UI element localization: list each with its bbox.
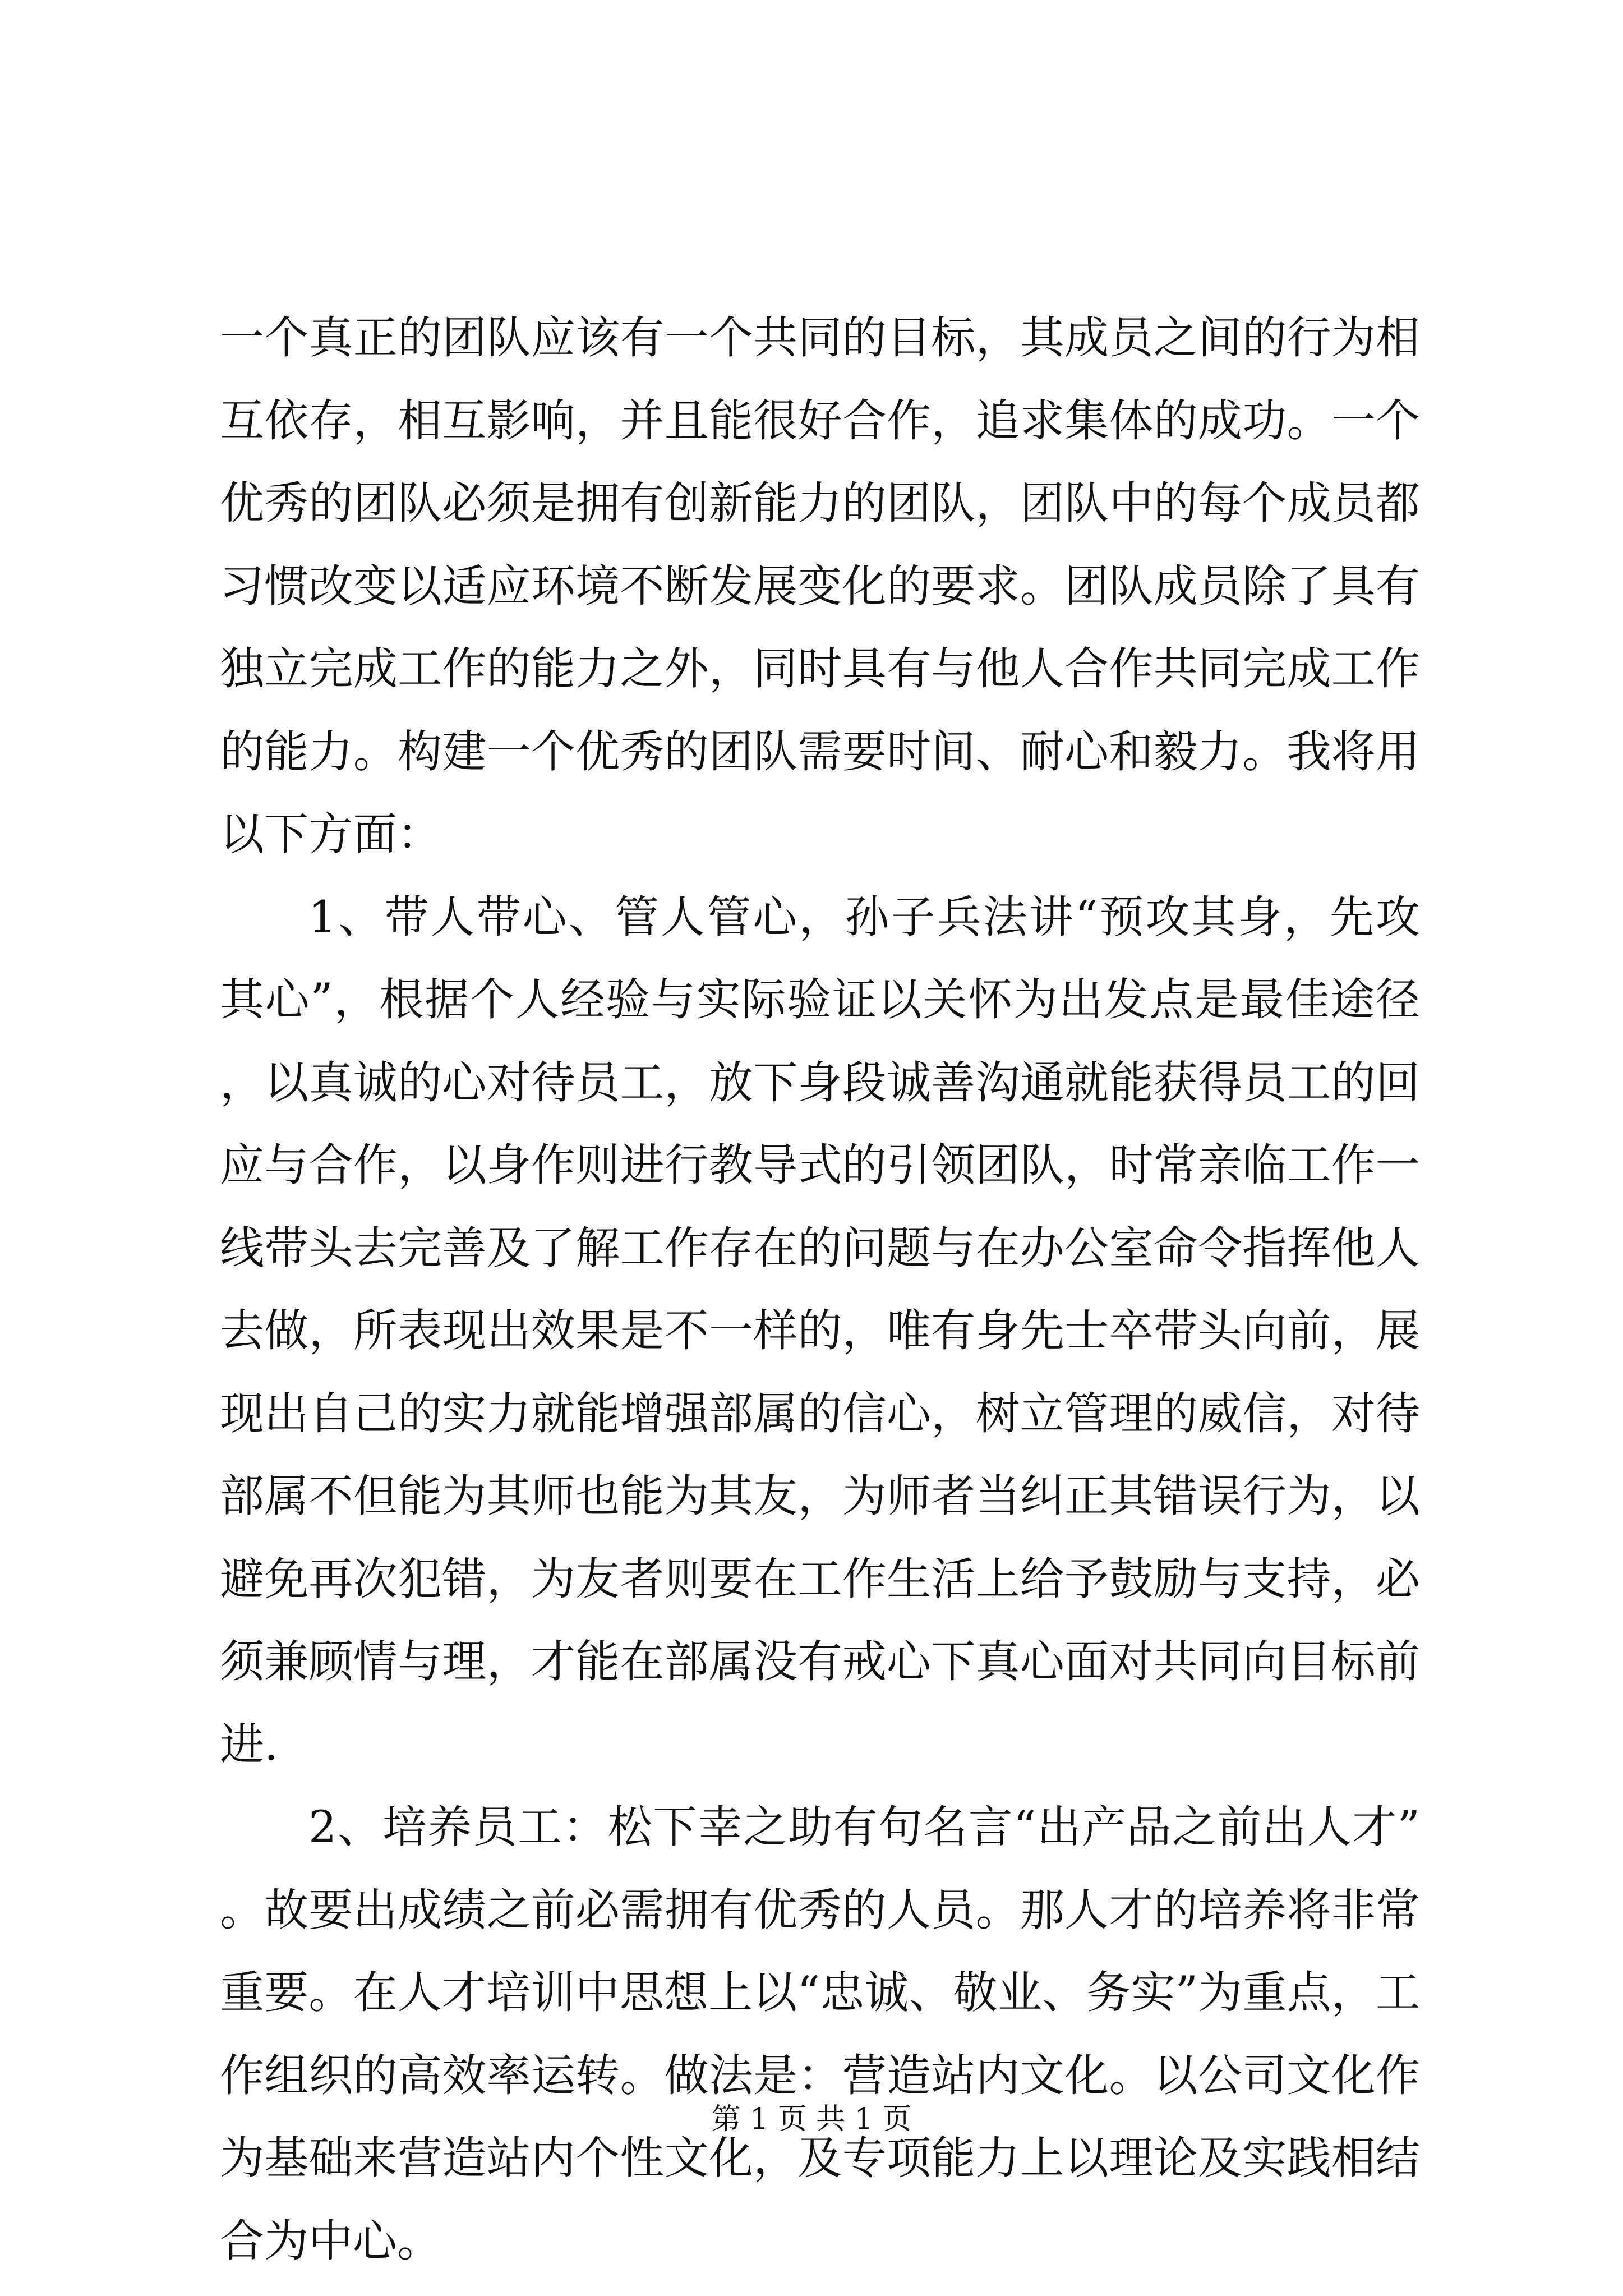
document-body bbox=[220, 297, 1420, 2283]
paragraph-intro: 一个真正的团队应该有一个共同的目标，其成员之间的行为相互依存，相互影响，并且能很好合作，追求集体的成功。一个优秀的团队必须是拥有创新能力的团队，团队中的每个成员都习惯改变以适应环境不断发展变化的要求。团队成员除了具有独立完成工作的能力之外，同时具有与他人合作共同完成工作的能力。构建一个优秀的团队需要时间、耐心和毅力。我将用以下方面： bbox=[220, 312, 1420, 860]
paragraph-point-1: 1、带人带心、管人管心，孙子兵法讲“预攻其身，先攻其心”，根据个人经验与实际验证以关怀为出发点是最佳途径，以真诚的心对待员工，放下身段诚善沟通就能获得员工的回应与合作，以身作则进行教导式的引领团队，时常亲临工作一线带头去完善及了解工作存在的问题与在办公室命令指挥他人去做，所表现出效果是不一样的，唯有身先士卒带头向前，展现出自己的实力就能增强部属的信心，树立管理的威信，对待部属不但能为其师也能为其友，为师者当纠正其错误行为，以避免再次犯错，为友者则要在工作生活上给予鼓励与支持，必须兼顾情与理，才能在部属没有戒心下真心面对共同向目标前进. bbox=[220, 891, 1420, 1770]
paragraph-point-2: 2、培养员工：松下幸之助有句名言“出产品之前出人才”。故要出成绩之前必需拥有优秀的人员。那人才的培养将非常重要。在人才培训中思想上以“忠诚、敬业、务实”为重点，工作组织的高效率运转。做法是：营造站内文化。以公司文化作为基础来营造站内个性文化，及专项能力上以理论及实践相结合为中心。 bbox=[220, 1801, 1420, 2267]
page-footer: 第 1 页 共 1 页 bbox=[711, 2102, 912, 2136]
